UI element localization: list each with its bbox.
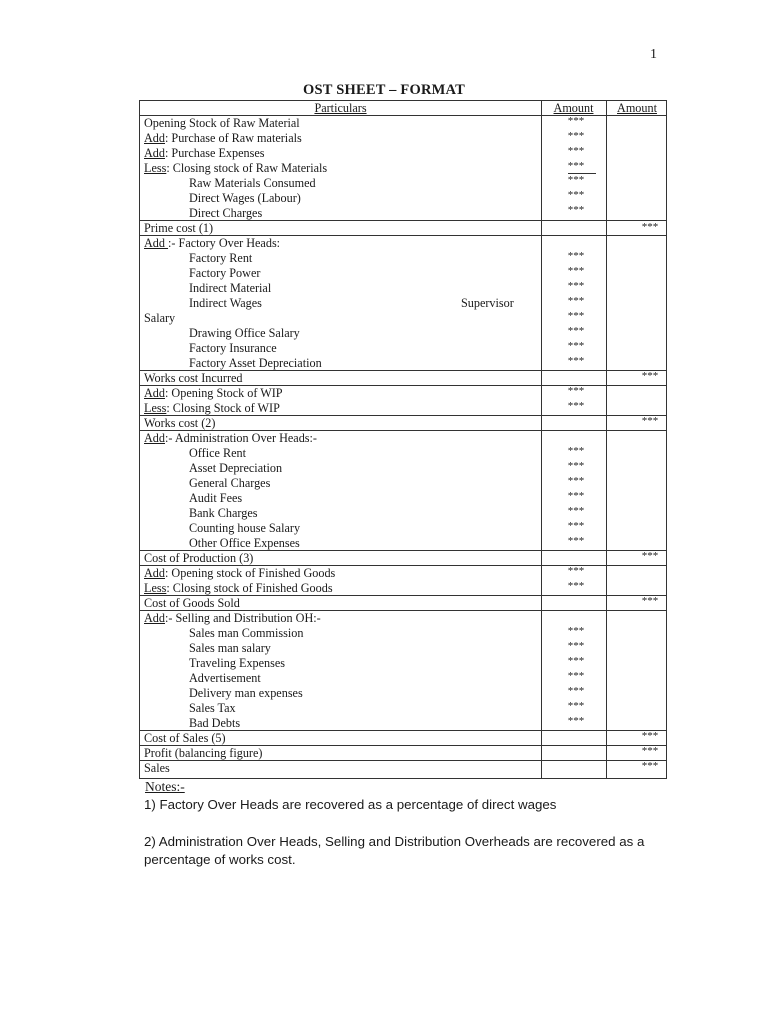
amount-placeholder: ***	[567, 280, 585, 292]
row-asset-depreciation: Asset Depreciation	[189, 461, 283, 475]
notes-heading	[145, 779, 185, 795]
amount-total-placeholder: ***	[641, 415, 659, 427]
row-prefix: Less	[144, 401, 167, 415]
row-prefix: Add	[144, 386, 165, 400]
row-prime-cost: Prime cost (1)	[144, 221, 214, 235]
amount-total-placeholder: ***	[641, 221, 659, 233]
amount-placeholder: ***	[567, 475, 585, 487]
amount-placeholder: ***	[567, 310, 585, 322]
row-divider	[140, 415, 666, 416]
row-prefix: Add	[144, 566, 165, 580]
note-2: 2) Administration Over Heads, Selling and Distribution Overheads are recovered as a percentage of works cost.	[144, 834, 645, 867]
row-prefix: Add	[144, 431, 165, 445]
row-factory-power: Factory Power	[189, 266, 261, 280]
amount-placeholder: ***	[567, 685, 585, 697]
row-less-closing-stock-finished-goods	[144, 581, 333, 595]
row-label: :- Administration Over Heads:-	[165, 431, 317, 445]
row-divider	[140, 760, 666, 761]
amount-total-placeholder: ***	[641, 760, 659, 772]
row-divider	[140, 220, 666, 221]
amount-placeholder: ***	[567, 640, 585, 652]
row-label: : Closing stock of Raw Materials	[166, 161, 328, 175]
row-less-closing-stock-raw-materials	[144, 161, 327, 175]
row-factory-rent: Factory Rent	[189, 251, 253, 265]
row-profit: Profit (balancing figure)	[144, 746, 263, 760]
sheet-title: OST SHEET – FORMAT	[303, 82, 465, 98]
amount-total-placeholder: ***	[641, 550, 659, 562]
row-indirect-wages: Indirect Wages	[189, 296, 262, 310]
amount-placeholder: ***	[567, 295, 585, 307]
row-bad-debts: Bad Debts	[189, 716, 241, 730]
note-1: 1) Factory Over Heads are recovered as a percentage of direct wages	[144, 797, 557, 812]
row-prefix: Less	[144, 581, 167, 595]
header-amount-2: Amount	[617, 101, 657, 115]
row-add-selling-distribution-oh	[144, 611, 321, 625]
amount-placeholder: ***	[567, 130, 585, 142]
row-office-rent: Office Rent	[189, 446, 246, 460]
row-general-charges: General Charges	[189, 476, 271, 490]
amount-placeholder: ***	[567, 715, 585, 727]
row-prefix: Add	[144, 236, 169, 250]
amount-placeholder: ***	[567, 160, 585, 172]
amount-placeholder: ***	[567, 700, 585, 712]
row-label: :- Factory Over Heads:	[168, 236, 281, 250]
row-label: : Purchase of Raw materials	[165, 131, 302, 145]
row-cost-of-production: Cost of Production (3)	[144, 551, 254, 565]
row-salary: Salary	[144, 311, 176, 325]
row-label: :- Selling and Distribution OH:-	[165, 611, 321, 625]
row-prefix: Add	[144, 131, 165, 145]
amount-placeholder: ***	[567, 145, 585, 157]
amount-placeholder: ***	[567, 565, 585, 577]
row-add-opening-stock-finished-goods	[144, 566, 335, 580]
row-other-office-expenses: Other Office Expenses	[189, 536, 300, 550]
row-cost-of-sales: Cost of Sales (5)	[144, 731, 226, 745]
row-audit-fees: Audit Fees	[189, 491, 243, 505]
row-label: : Closing stock of Finished Goods	[166, 581, 333, 595]
row-less-closing-stock-wip	[144, 401, 280, 415]
row-bank-charges: Bank Charges	[189, 506, 258, 520]
row-label: : Opening stock of Finished Goods	[165, 566, 336, 580]
amount-placeholder: ***	[567, 505, 585, 517]
row-label: : Purchase Expenses	[165, 146, 265, 160]
row-add-factory-overheads	[144, 236, 280, 250]
header-particulars: Particulars	[314, 101, 367, 115]
row-label: : Closing Stock of WIP	[166, 401, 280, 415]
row-traveling-expenses: Traveling Expenses	[189, 656, 286, 670]
row-cost-of-goods-sold: Cost of Goods Sold	[144, 596, 240, 610]
page-number: 1	[650, 47, 657, 62]
row-add-administration-overheads	[144, 431, 317, 445]
row-supervisor-text: Supervisor	[461, 296, 514, 310]
row-add-purchase-raw-materials	[144, 131, 302, 145]
row-sales-tax: Sales Tax	[189, 701, 236, 715]
row-counting-house-salary: Counting house Salary	[189, 521, 301, 535]
row-opening-stock-raw-material: Opening Stock of Raw Material	[144, 116, 300, 130]
amount-placeholder: ***	[567, 625, 585, 637]
header-amount-1: Amount	[553, 101, 594, 115]
row-raw-materials-consumed: Raw Materials Consumed	[189, 176, 316, 190]
amount-placeholder: ***	[567, 115, 585, 127]
row-sales-man-commission: Sales man Commission	[189, 626, 304, 640]
amount-total-placeholder: ***	[641, 730, 659, 742]
row-direct-charges: Direct Charges	[189, 206, 263, 220]
amount-placeholder: ***	[567, 580, 585, 592]
subtotal-underline	[568, 173, 596, 174]
row-delivery-man-expenses: Delivery man expenses	[189, 686, 303, 700]
amount-total-placeholder: ***	[641, 370, 659, 382]
amount-placeholder: ***	[567, 340, 585, 352]
row-factory-asset-depreciation: Factory Asset Depreciation	[189, 356, 322, 370]
amount-placeholder: ***	[567, 189, 585, 201]
amount-placeholder: ***	[567, 265, 585, 277]
cost-sheet-table	[139, 100, 667, 779]
amount-total-placeholder: ***	[641, 595, 659, 607]
notes-heading-text: Notes:-	[145, 779, 185, 794]
row-prefix: Add	[144, 146, 165, 160]
amount-placeholder: ***	[567, 204, 585, 216]
row-label: : Opening Stock of WIP	[165, 386, 283, 400]
amount-total-placeholder: ***	[641, 745, 659, 757]
amount-placeholder: ***	[567, 445, 585, 457]
row-sales: Sales	[144, 761, 170, 775]
amount-placeholder: ***	[567, 385, 585, 397]
row-sales-man-salary: Sales man salary	[189, 641, 271, 655]
amount-placeholder: ***	[567, 355, 585, 367]
row-direct-wages: Direct Wages (Labour)	[189, 191, 301, 205]
amount-placeholder: ***	[567, 535, 585, 547]
row-factory-insurance: Factory Insurance	[189, 341, 277, 355]
row-prefix: Add	[144, 611, 165, 625]
amount-placeholder: ***	[567, 460, 585, 472]
amount-placeholder: ***	[567, 174, 585, 186]
amount-placeholder: ***	[567, 670, 585, 682]
row-prefix: Less	[144, 161, 167, 175]
row-add-opening-stock-wip	[144, 386, 283, 400]
row-indirect-material: Indirect Material	[189, 281, 272, 295]
amount-placeholder: ***	[567, 400, 585, 412]
row-advertisement: Advertisement	[189, 671, 261, 685]
amount-placeholder: ***	[567, 325, 585, 337]
row-drawing-office-salary: Drawing Office Salary	[189, 326, 300, 340]
column-divider	[541, 101, 542, 778]
amount-placeholder: ***	[567, 250, 585, 262]
amount-placeholder: ***	[567, 520, 585, 532]
row-add-purchase-expenses	[144, 146, 265, 160]
row-works-cost-incurred: Works cost Incurred	[144, 371, 243, 385]
amount-placeholder: ***	[567, 655, 585, 667]
row-works-cost: Works cost (2)	[144, 416, 216, 430]
amount-placeholder: ***	[567, 490, 585, 502]
